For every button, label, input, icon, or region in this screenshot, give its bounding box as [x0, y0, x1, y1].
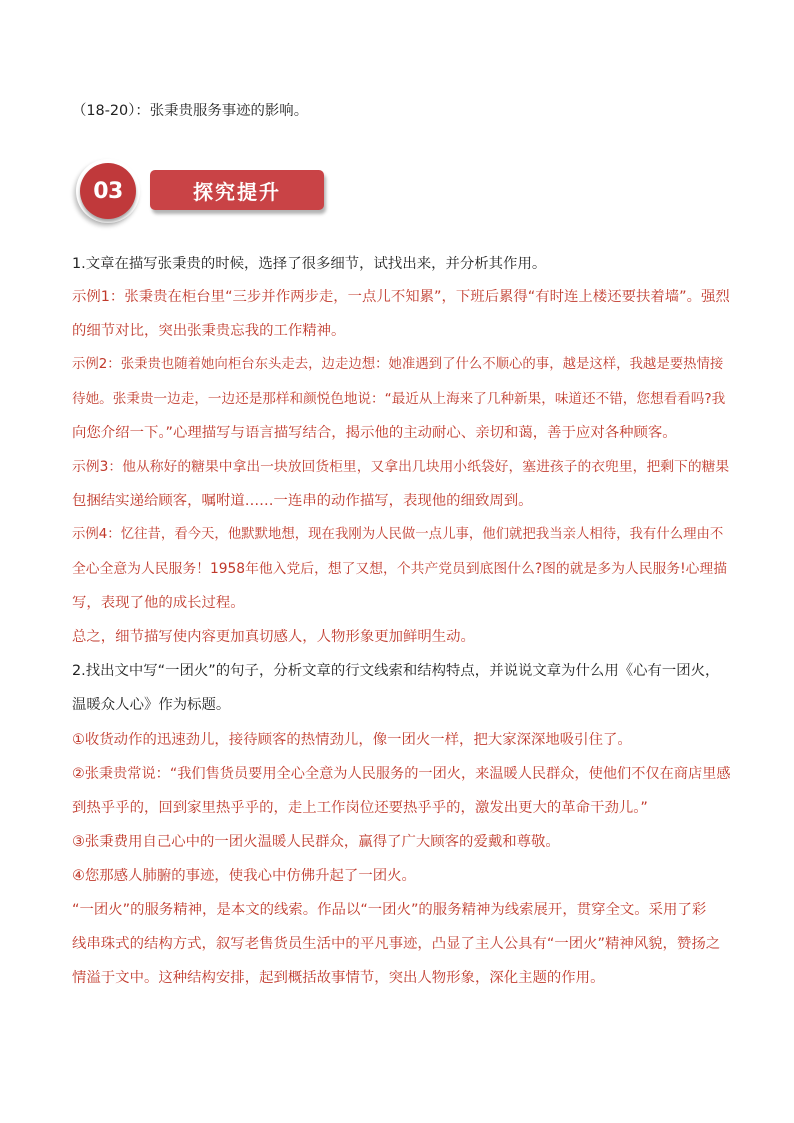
section-number-badge	[80, 163, 136, 219]
q1-example1-line2: 的细节对比，突出张秉贵忘我的工作精神。	[72, 323, 346, 339]
q1-example2-line3: 向您介绍一下。”心理描写与语言描写结合，揭示他的主动耐心、亲切和蔼，善于应对各种顾客。	[72, 425, 677, 441]
q2-question-line2: 温暖众人心》作为标题。	[72, 697, 231, 713]
q2-answer3: ③张秉费用自己心中的一团火温暖人民群众，赢得了广大顾客的爱戴和尊敬。	[72, 834, 560, 850]
q2-answer1: ①收货动作的迅速劲儿，接待顾客的热情劲儿，像一团火一样，把大家深深地吸引住了。	[72, 732, 632, 748]
intro-line: （18-20）：张秉贵服务事迹的影响。	[72, 103, 309, 119]
q1-question: 1.文章在描写张秉贵的时候，选择了很多细节，试找出来，并分析其作用。	[72, 256, 547, 272]
q2-answer2-line2: 到热乎乎的，回到家里热乎乎的，走上工作岗位还要热乎乎的，激发出更大的革命干劲儿。”	[72, 800, 648, 816]
q2-answer2-line1: ②张秉贵常说：“我们售货员要用全心全意为人民服务的一团火，来温暖人民群众，使他们不仅在商店里感	[72, 766, 731, 782]
q1-example4-line3: 写，表现了他的成长过程。	[72, 595, 245, 611]
q2-analysis-line2: 线串珠式的结构方式，叙写老售货员生活中的平凡事迹，凸显了主人公具有“一团火”精神风貌，赞扬之	[72, 936, 721, 952]
q1-example1-line1: 示例1：张秉贵在柜台里“三步并作两步走，一点儿不知累”，下班后累得“有时连上楼还要扶着墙”。强烈	[72, 289, 730, 305]
q1-summary: 总之，细节描写使内容更加真切感人，人物形象更加鲜明生动。	[72, 629, 475, 645]
q2-question-line1: 2.找出文中写“一团火”的句子，分析文章的行文线索和结构特点，并说说文章为什么用《心有一团火，	[72, 663, 720, 679]
q1-example2-line1: 示例2：张秉贵也随着她向柜台东头走去，边走边想：她准遇到了什么不顺心的事，越是这样，我越是要热情接	[72, 357, 724, 372]
q1-example4-line2: 全心全意为人民服务！1958年他入党后，想了又想，个共产党员到底图什么?图的就是多为人民服务!心理描	[72, 561, 728, 577]
q2-analysis-line3: 情溢于文中。这种结构安排，起到概括故事情节，突出人物形象，深化主题的作用。	[72, 970, 605, 986]
q1-example4-line1: 示例4：忆往昔，看今天，他默默地想，现在我刚为人民做一点儿事，他们就把我当亲人相待，我有什么理由不	[72, 527, 724, 542]
section-number: 03	[93, 178, 123, 204]
section-title-banner	[150, 170, 324, 210]
section-title: 探究提升	[193, 179, 281, 204]
q2-analysis-line1: “一团火”的服务精神，是本文的线索。作品以“一团火”的服务精神为线索展开，贯穿全文。采用了彩	[72, 902, 707, 918]
q1-example2-line2	[72, 389, 732, 409]
q1-example2-line2-part-b: “最近从上海来了几种新果，味道还不错，您想看看吗?我	[384, 391, 726, 407]
q1-example3-line2: 包捆结实递给顾客，嘱咐道……一连串的动作描写，表现他的细致周到。	[72, 493, 533, 509]
q1-example3-line1: 示例3：他从称好的糖果中拿出一块放回货柜里，又拿出几块用小纸袋好，塞进孩子的衣兜里，把剩下的糖果	[72, 459, 730, 475]
q2-answer4: ④您那感人肺腑的事迹，使我心中仿佛升起了一团火。	[72, 868, 416, 884]
q1-example2-line2-part-a: 待她。张秉贵一边走，一边还是那样和颜悦色地说：	[72, 391, 385, 407]
